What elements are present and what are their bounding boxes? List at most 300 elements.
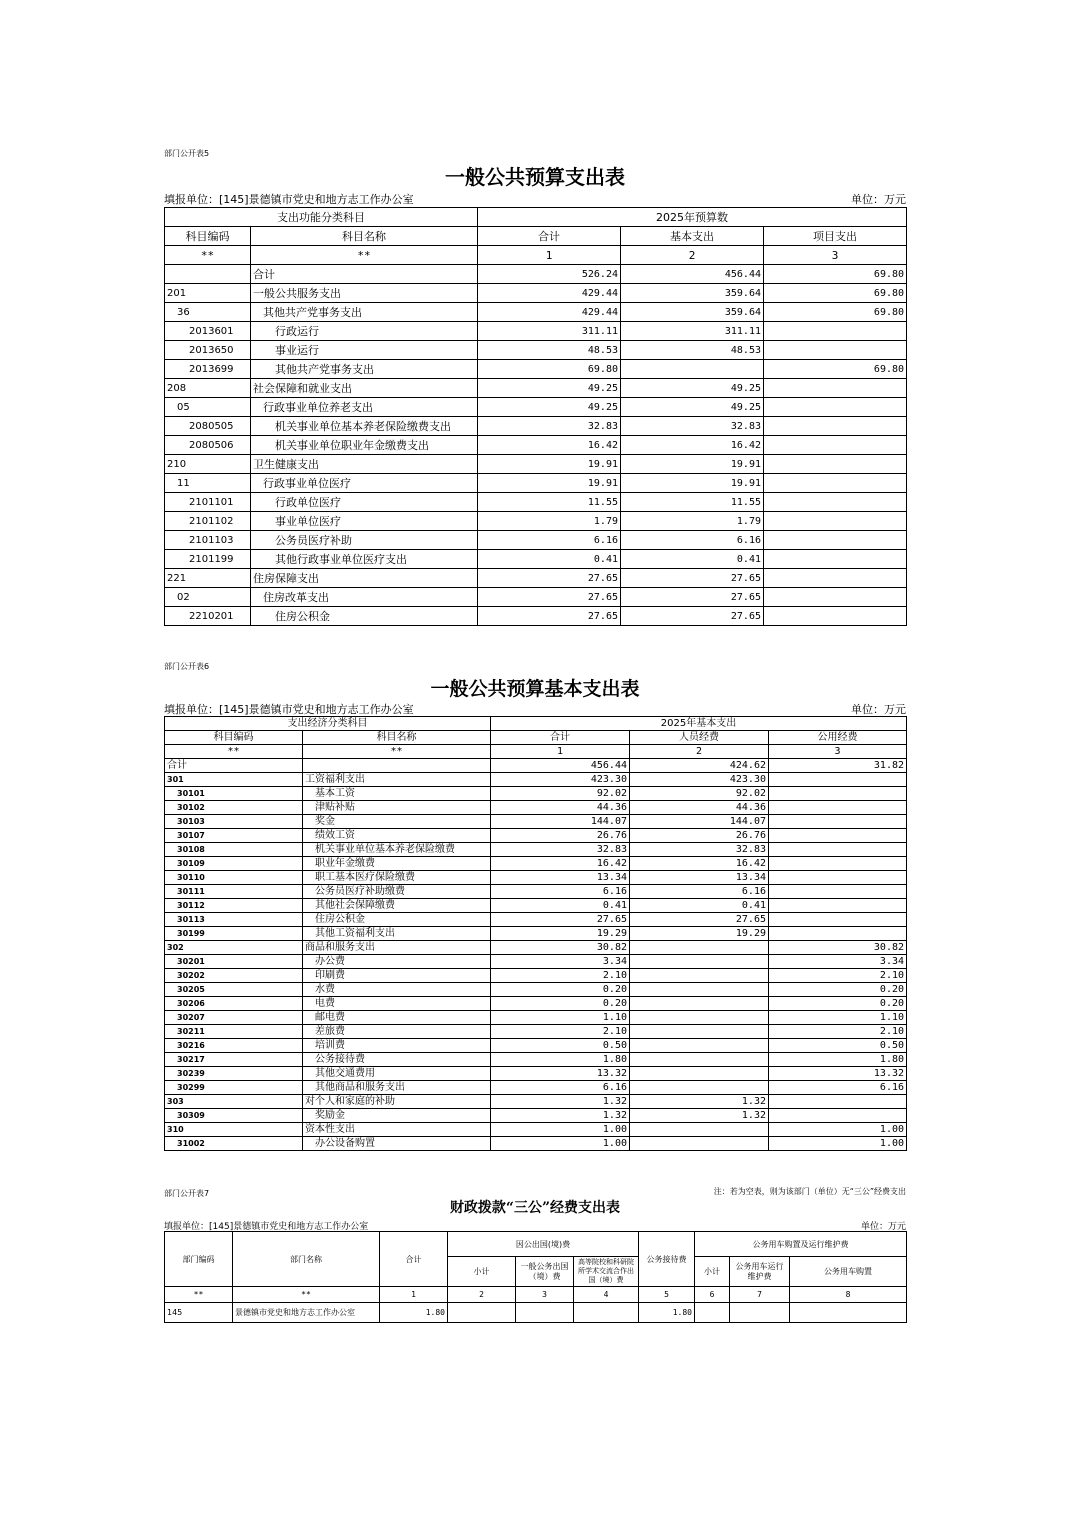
code-cell: 31002 [165,1137,303,1151]
index-cell: 7 [730,1287,790,1303]
name-cell: 印刷费 [303,969,491,983]
three-public-expenditure-table [164,1231,907,1323]
index-cell: 8 [790,1287,907,1303]
header-row [165,731,907,745]
general-budget-expenditure-table [164,207,907,626]
personnel-cell [630,997,769,1011]
name-cell: 水费 [303,983,491,997]
public-cell [769,885,907,899]
table-row [165,927,907,941]
header-row [165,208,907,227]
table-row [165,569,907,588]
empty-table-note: 注：若为空表，则为该部门（单位）无“三公”经费支出 [713,1187,906,1196]
code-cell: 30207 [165,1011,303,1025]
code-cell: 30101 [165,787,303,801]
name-cell: 住房公积金 [303,913,491,927]
total-cell: 19.91 [478,474,621,493]
table-row [165,1137,907,1151]
header-cell: 科目名称 [251,227,478,246]
total-cell: 92.02 [491,787,630,801]
name-cell: 行政事业单位医疗 [251,474,478,493]
index-cell: 5 [639,1287,695,1303]
header-cell: 合计 [380,1232,448,1287]
project-cell [764,474,907,493]
code-cell: 30217 [165,1053,303,1067]
table-row [165,829,907,843]
table-row [165,303,907,322]
total-cell: 16.42 [478,436,621,455]
name-cell: 津贴补贴 [303,801,491,815]
header-cell: 2025年预算数 [478,208,907,227]
name-cell: 其他行政事业单位医疗支出 [251,550,478,569]
name-cell: 住房保障支出 [251,569,478,588]
table-row [165,341,907,360]
table-row [165,531,907,550]
code-cell: 210 [165,455,251,474]
code-cell: 30202 [165,969,303,983]
public-cell: 0.20 [769,997,907,1011]
table-row [165,474,907,493]
code-cell: 2101101 [165,493,251,512]
code-cell: 02 [165,588,251,607]
project-cell [764,493,907,512]
total-cell: 1.10 [491,1011,630,1025]
total-cell: 429.44 [478,303,621,322]
name-cell: 资本性支出 [303,1123,491,1137]
total-cell: 423.30 [491,773,630,787]
code-cell: 208 [165,379,251,398]
total-cell: 1.00 [491,1137,630,1151]
public-cell: 3.34 [769,955,907,969]
table-row [165,1025,907,1039]
table-row [165,398,907,417]
code-cell: 2013699 [165,360,251,379]
name-cell: 邮电费 [303,1011,491,1025]
name-cell: 公务员医疗补助 [251,531,478,550]
project-cell [764,550,907,569]
header-row [165,717,907,731]
total-cell: 19.29 [491,927,630,941]
total-cell: 13.32 [491,1067,630,1081]
personnel-cell [630,1067,769,1081]
personnel-cell: 19.29 [630,927,769,941]
index-cell: ** [165,246,251,265]
table-row [165,265,907,284]
total-cell: 30.82 [491,941,630,955]
public-cell [769,857,907,871]
code-cell: 310 [165,1123,303,1137]
code-cell: 30299 [165,1081,303,1095]
name-cell: 机关事业单位基本养老保险缴费 [303,843,491,857]
header-cell: 高等院校和科研院所学术交流合作出国（境）费 [574,1257,639,1287]
basic-cell: 27.65 [621,588,764,607]
name-cell: 其他商品和服务支出 [303,1081,491,1095]
basic-cell: 19.91 [621,455,764,474]
project-cell [764,341,907,360]
dept-name-cell: 景德镇市党史和地方志工作办公室 [233,1303,380,1323]
table-row [165,1303,907,1323]
table-row [165,843,907,857]
name-cell: 工资福利支出 [303,773,491,787]
project-cell: 69.80 [764,265,907,284]
header-cell: 小计 [695,1257,730,1287]
basic-cell: 311.11 [621,322,764,341]
header-cell: 合计 [491,731,630,745]
project-cell [764,379,907,398]
table-row [165,969,907,983]
reporting-unit: 填报单位：[145]景德镇市党史和地方志工作办公室 [164,703,414,716]
name-cell: 绩效工资 [303,829,491,843]
public-cell: 1.00 [769,1123,907,1137]
value-cell [730,1303,790,1323]
basic-cell: 11.55 [621,493,764,512]
public-cell [769,801,907,815]
public-cell [769,1109,907,1123]
table-row [165,1067,907,1081]
total-cell: 27.65 [478,607,621,626]
table-row [165,607,907,626]
personnel-cell: 13.34 [630,871,769,885]
name-cell: 其他社会保障缴费 [303,899,491,913]
name-cell: 公务接待费 [303,1053,491,1067]
table-row [165,455,907,474]
header-cell: 支出功能分类科目 [165,208,478,227]
public-cell [769,927,907,941]
personnel-cell: 32.83 [630,843,769,857]
table-title: 财政拨款“三公”经费支出表 [449,1200,621,1216]
basic-cell: 456.44 [621,265,764,284]
code-cell: 303 [165,1095,303,1109]
code-cell: 30309 [165,1109,303,1123]
table-row [165,983,907,997]
index-cell: ** [303,745,491,759]
personnel-cell: 1.32 [630,1095,769,1109]
total-cell: 27.65 [491,913,630,927]
personnel-cell: 44.36 [630,801,769,815]
table-row [165,436,907,455]
public-cell [769,843,907,857]
total-cell: 0.50 [491,1039,630,1053]
general-budget-basic-expenditure-table [164,716,907,1151]
public-cell [769,815,907,829]
header-cell: 公务用车运行维护费 [730,1257,790,1287]
total-cell: 19.91 [478,455,621,474]
name-cell: 住房改革支出 [251,588,478,607]
header-cell: 基本支出 [621,227,764,246]
public-cell: 0.50 [769,1039,907,1053]
table-row [165,1081,907,1095]
index-cell: 2 [630,745,769,759]
total-cell: 2.10 [491,1025,630,1039]
header-cell: 科目编码 [165,227,251,246]
public-cell [769,773,907,787]
project-cell: 69.80 [764,284,907,303]
code-cell: 30109 [165,857,303,871]
code-cell: 221 [165,569,251,588]
personnel-cell: 26.76 [630,829,769,843]
value-cell [448,1303,516,1323]
code-cell: 30110 [165,871,303,885]
table-row [165,1109,907,1123]
table-tag: 部门公开表7 [164,1189,210,1198]
value-cell [790,1303,907,1323]
code-cell: 05 [165,398,251,417]
code-cell: 30113 [165,913,303,927]
name-cell: 基本工资 [303,787,491,801]
code-cell: 201 [165,284,251,303]
total-cell: 1.80 [380,1303,448,1323]
header-cell: 公务用车购置及运行维护费 [695,1232,907,1257]
header-cell: 科目名称 [303,731,491,745]
project-cell [764,588,907,607]
currency-unit: 单位：万元 [851,703,906,716]
header-cell: 支出经济分类科目 [165,717,491,731]
name-cell: 电费 [303,997,491,1011]
total-cell: 526.24 [478,265,621,284]
basic-cell: 27.65 [621,607,764,626]
index-row [165,246,907,265]
total-cell: 1.00 [491,1123,630,1137]
total-cell: 6.16 [478,531,621,550]
reporting-unit: 填报单位：[145]景德镇市党史和地方志工作办公室 [164,193,414,206]
table-row [165,1123,907,1137]
name-cell: 培训费 [303,1039,491,1053]
header-row [165,1232,907,1257]
total-cell: 49.25 [478,379,621,398]
code-cell: 2080506 [165,436,251,455]
total-cell: 429.44 [478,284,621,303]
name-cell: 职工基本医疗保险缴费 [303,871,491,885]
index-cell: ** [251,246,478,265]
personnel-cell [630,1053,769,1067]
total-cell: 27.65 [478,588,621,607]
basic-cell: 19.91 [621,474,764,493]
project-cell: 69.80 [764,303,907,322]
public-cell [769,871,907,885]
dept-code-cell: 145 [165,1303,233,1323]
personnel-cell [630,1011,769,1025]
public-cell: 31.82 [769,759,907,773]
table-row [165,1053,907,1067]
unit-line [164,1219,906,1231]
personnel-cell [630,983,769,997]
table-row [165,941,907,955]
basic-cell: 49.25 [621,379,764,398]
header-row [165,227,907,246]
name-cell: 机关事业单位职业年金缴费支出 [251,436,478,455]
total-cell: 0.20 [491,983,630,997]
basic-cell: 32.83 [621,417,764,436]
header-cell: 科目编码 [165,731,303,745]
total-cell: 32.83 [491,843,630,857]
index-cell: 1 [478,246,621,265]
name-cell: 办公设备购置 [303,1137,491,1151]
index-cell: 4 [574,1287,639,1303]
name-cell: 一般公共服务支出 [251,284,478,303]
name-cell: 差旅费 [303,1025,491,1039]
total-cell: 44.36 [491,801,630,815]
basic-cell: 359.64 [621,303,764,322]
code-cell: 2210201 [165,607,251,626]
reporting-unit: 填报单位：[145]景德镇市党史和地方志工作办公室 [164,1222,369,1232]
index-cell: ** [233,1287,380,1303]
personnel-cell [630,1039,769,1053]
name-cell: 社会保障和就业支出 [251,379,478,398]
personnel-cell [630,969,769,983]
name-cell: 商品和服务支出 [303,941,491,955]
code-cell: 302 [165,941,303,955]
total-cell: 0.41 [478,550,621,569]
table-row [165,899,907,913]
name-cell: 职业年金缴费 [303,857,491,871]
table-row [165,1039,907,1053]
header-cell: 因公出国(境)费 [448,1232,639,1257]
name-cell: 行政单位医疗 [251,493,478,512]
public-cell: 1.80 [769,1053,907,1067]
table-row [165,1011,907,1025]
total-cell: 1.80 [491,1053,630,1067]
total-cell: 69.80 [478,360,621,379]
name-cell: 其他工资福利支出 [303,927,491,941]
total-cell: 456.44 [491,759,630,773]
unit-line [164,191,906,205]
name-cell: 卫生健康支出 [251,455,478,474]
name-cell: 其他共产党事务支出 [251,360,478,379]
index-cell: ** [165,1287,233,1303]
personnel-cell [630,1081,769,1095]
personnel-cell [630,955,769,969]
table-tag: 部门公开表6 [164,662,210,671]
project-cell [764,512,907,531]
total-cell: 6.16 [491,885,630,899]
project-cell [764,436,907,455]
public-cell: 2.10 [769,1025,907,1039]
index-row [165,1287,907,1303]
table-row [165,955,907,969]
value-cell [574,1303,639,1323]
total-cell: 311.11 [478,322,621,341]
header-cell: 公务接待费 [639,1232,695,1287]
table-row [165,360,907,379]
code-cell: 30108 [165,843,303,857]
public-cell [769,899,907,913]
index-cell: 3 [516,1287,574,1303]
index-row [165,745,907,759]
total-cell: 27.65 [478,569,621,588]
total-cell: 1.32 [491,1095,630,1109]
index-cell: 3 [769,745,907,759]
project-cell: 69.80 [764,360,907,379]
index-cell: ** [165,745,303,759]
personnel-cell: 144.07 [630,815,769,829]
header-cell: 项目支出 [764,227,907,246]
public-cell: 30.82 [769,941,907,955]
total-cell: 3.34 [491,955,630,969]
table-row [165,284,907,303]
table-row [165,493,907,512]
total-cell: 26.76 [491,829,630,843]
code-cell [165,265,251,284]
code-cell: 2101199 [165,550,251,569]
personnel-cell [630,1123,769,1137]
table-row [165,871,907,885]
personnel-cell [630,1025,769,1039]
code-cell: 30111 [165,885,303,899]
header-cell: 合计 [478,227,621,246]
public-cell: 13.32 [769,1067,907,1081]
index-cell: 1 [491,745,630,759]
code-cell: 2101102 [165,512,251,531]
table-row [165,322,907,341]
code-cell: 30199 [165,927,303,941]
name-cell: 对个人和家庭的补助 [303,1095,491,1109]
name-cell: 办公费 [303,955,491,969]
total-cell: 1.32 [491,1109,630,1123]
personnel-cell: 0.41 [630,899,769,913]
basic-cell: 0.41 [621,550,764,569]
basic-cell: 359.64 [621,284,764,303]
table-row [165,759,907,773]
project-cell [764,607,907,626]
basic-cell: 27.65 [621,569,764,588]
table-row [165,997,907,1011]
table-row [165,550,907,569]
basic-cell: 49.25 [621,398,764,417]
public-cell [769,829,907,843]
table-title: 一般公共预算支出表 [445,165,625,189]
value-cell [516,1303,574,1323]
code-cell: 2013650 [165,341,251,360]
table-row [165,773,907,787]
reception-cell: 1.80 [639,1303,695,1323]
personnel-cell: 27.65 [630,913,769,927]
personnel-cell: 1.32 [630,1109,769,1123]
code-cell: 2080505 [165,417,251,436]
total-cell: 0.41 [491,899,630,913]
code-cell: 2013601 [165,322,251,341]
table-title: 一般公共预算基本支出表 [430,678,640,700]
table-row [165,379,907,398]
total-cell: 11.55 [478,493,621,512]
table-row [165,913,907,927]
header-cell: 部门名称 [233,1232,380,1287]
table-row [165,417,907,436]
name-cell [303,759,491,773]
total-cell: 48.53 [478,341,621,360]
personnel-cell [630,1137,769,1151]
public-cell: 6.16 [769,1081,907,1095]
index-cell: 6 [695,1287,730,1303]
header-cell: 公用经费 [769,731,907,745]
index-cell: 2 [621,246,764,265]
code-cell: 30206 [165,997,303,1011]
table-row [165,885,907,899]
basic-cell: 6.16 [621,531,764,550]
public-cell: 1.10 [769,1011,907,1025]
basic-cell: 1.79 [621,512,764,531]
total-cell: 16.42 [491,857,630,871]
total-cell: 13.34 [491,871,630,885]
basic-cell: 48.53 [621,341,764,360]
public-cell: 0.20 [769,983,907,997]
personnel-cell: 92.02 [630,787,769,801]
project-cell [764,417,907,436]
table-row [165,512,907,531]
index-cell: 2 [448,1287,516,1303]
public-cell [769,1095,907,1109]
project-cell [764,398,907,417]
total-cell: 144.07 [491,815,630,829]
